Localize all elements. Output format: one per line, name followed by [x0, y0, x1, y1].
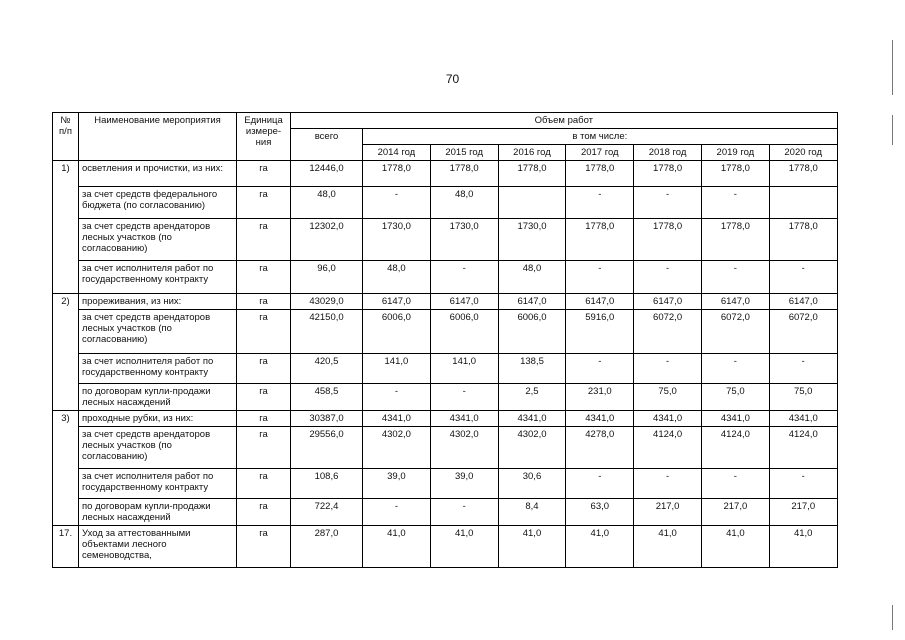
year-value-cell: 1778,0	[430, 161, 498, 187]
year-value-cell: 41,0	[566, 526, 634, 568]
year-value-cell: 1730,0	[498, 219, 566, 261]
year-value-cell: -	[701, 187, 769, 219]
year-value-cell: 1778,0	[498, 161, 566, 187]
year-value-cell	[498, 187, 566, 219]
header-volume: Объем работ	[291, 113, 838, 129]
year-value-cell: 6147,0	[498, 294, 566, 310]
year-value-cell: -	[634, 469, 702, 499]
year-value-cell: -	[769, 469, 837, 499]
year-value-cell: 4341,0	[634, 411, 702, 427]
year-value-cell: 4341,0	[363, 411, 431, 427]
year-value-cell: -	[430, 261, 498, 294]
year-value-cell: 75,0	[701, 384, 769, 411]
unit-cell: га	[237, 261, 291, 294]
year-value-cell: 75,0	[769, 384, 837, 411]
unit-cell: га	[237, 499, 291, 526]
year-value-cell: 75,0	[634, 384, 702, 411]
total-cell: 43029,0	[291, 294, 363, 310]
year-value-cell: 1778,0	[701, 161, 769, 187]
row-number-cell: 2)	[53, 294, 79, 411]
unit-cell: га	[237, 294, 291, 310]
year-value-cell: 141,0	[363, 354, 431, 384]
table-row	[53, 219, 838, 261]
header-name: Наименование мероприятия	[79, 113, 237, 161]
year-value-cell: -	[769, 354, 837, 384]
year-value-cell: -	[566, 469, 634, 499]
year-value-cell	[769, 187, 837, 219]
year-value-cell: 138,5	[498, 354, 566, 384]
header-year: 2017 год	[566, 145, 634, 161]
year-value-cell: 4278,0	[566, 427, 634, 469]
row-number-cell: 3)	[53, 411, 79, 526]
year-value-cell: 6006,0	[430, 310, 498, 354]
table-row	[53, 384, 838, 411]
activity-name-cell: проходные рубки, из них:	[79, 411, 237, 427]
year-value-cell: 1778,0	[769, 219, 837, 261]
year-value-cell: 4124,0	[634, 427, 702, 469]
unit-cell: га	[237, 161, 291, 187]
activity-name-cell: по договорам купли-продажи лесных насаждений	[79, 499, 237, 526]
year-value-cell: 6006,0	[363, 310, 431, 354]
activity-name-cell: за счет средств арендаторов лесных участков (по согласованию)	[79, 427, 237, 469]
year-value-cell: -	[566, 187, 634, 219]
total-cell: 458,5	[291, 384, 363, 411]
unit-cell: га	[237, 219, 291, 261]
activity-name-cell: за счет исполнителя работ по государственному контракту	[79, 354, 237, 384]
year-value-cell: 1730,0	[430, 219, 498, 261]
year-value-cell: 6147,0	[363, 294, 431, 310]
header-year: 2015 год	[430, 145, 498, 161]
year-value-cell: 63,0	[566, 499, 634, 526]
year-value-cell: 6072,0	[634, 310, 702, 354]
table-row	[53, 526, 838, 568]
year-value-cell: 4341,0	[430, 411, 498, 427]
year-value-cell: -	[566, 261, 634, 294]
header-year: 2020 год	[769, 145, 837, 161]
unit-cell: га	[237, 384, 291, 411]
scan-edge-line	[892, 605, 893, 630]
year-value-cell: 41,0	[363, 526, 431, 568]
year-value-cell: 4124,0	[769, 427, 837, 469]
year-value-cell: 4124,0	[701, 427, 769, 469]
year-value-cell: 6147,0	[430, 294, 498, 310]
year-value-cell: 231,0	[566, 384, 634, 411]
year-value-cell: -	[430, 384, 498, 411]
page-number: 70	[445, 72, 460, 86]
year-value-cell: 41,0	[430, 526, 498, 568]
year-value-cell: -	[701, 469, 769, 499]
year-value-cell: 6147,0	[566, 294, 634, 310]
year-value-cell: 41,0	[498, 526, 566, 568]
scan-edge-line	[892, 40, 893, 95]
header-unit: Единица измере-ния	[237, 113, 291, 161]
year-value-cell: 1730,0	[363, 219, 431, 261]
year-value-cell: 6147,0	[634, 294, 702, 310]
year-value-cell: 39,0	[363, 469, 431, 499]
table-row	[53, 411, 838, 427]
total-cell: 12302,0	[291, 219, 363, 261]
year-value-cell: -	[363, 187, 431, 219]
year-value-cell: 4302,0	[363, 427, 431, 469]
year-value-cell: -	[634, 261, 702, 294]
header-including: в том числе:	[363, 129, 838, 145]
year-value-cell: -	[701, 354, 769, 384]
year-value-cell: 5916,0	[566, 310, 634, 354]
table-row	[53, 161, 838, 187]
activity-name-cell: за счет средств федерального бюджета (по согласованию)	[79, 187, 237, 219]
year-value-cell: 4341,0	[566, 411, 634, 427]
year-value-cell: -	[566, 354, 634, 384]
header-year: 2019 год	[701, 145, 769, 161]
year-value-cell: 41,0	[769, 526, 837, 568]
year-value-cell: 6072,0	[769, 310, 837, 354]
works-volume-table	[52, 112, 838, 568]
activity-name-cell: прореживания, из них:	[79, 294, 237, 310]
year-value-cell: 41,0	[701, 526, 769, 568]
year-value-cell: 1778,0	[566, 219, 634, 261]
activity-name-cell: за счет средств арендаторов лесных участков (по согласованию)	[79, 310, 237, 354]
year-value-cell: 1778,0	[363, 161, 431, 187]
row-number-cell: 17.	[53, 526, 79, 568]
year-value-cell: 2,5	[498, 384, 566, 411]
header-year: 2014 год	[363, 145, 431, 161]
year-value-cell: 6147,0	[769, 294, 837, 310]
total-cell: 29556,0	[291, 427, 363, 469]
year-value-cell: 1778,0	[634, 219, 702, 261]
table-row	[53, 261, 838, 294]
year-value-cell: 48,0	[498, 261, 566, 294]
total-cell: 42150,0	[291, 310, 363, 354]
year-value-cell: 1778,0	[566, 161, 634, 187]
table-row	[53, 187, 838, 219]
year-value-cell: 1778,0	[769, 161, 837, 187]
year-value-cell: -	[634, 354, 702, 384]
header-year: 2018 год	[634, 145, 702, 161]
total-cell: 287,0	[291, 526, 363, 568]
activity-name-cell: по договорам купли-продажи лесных насаждений	[79, 384, 237, 411]
unit-cell: га	[237, 526, 291, 568]
total-cell: 30387,0	[291, 411, 363, 427]
year-value-cell: 4341,0	[701, 411, 769, 427]
year-value-cell: 6072,0	[701, 310, 769, 354]
year-value-cell: 4341,0	[769, 411, 837, 427]
year-value-cell: 141,0	[430, 354, 498, 384]
total-cell: 420,5	[291, 354, 363, 384]
year-value-cell: 41,0	[634, 526, 702, 568]
unit-cell: га	[237, 411, 291, 427]
year-value-cell: 1778,0	[701, 219, 769, 261]
year-value-cell: 8,4	[498, 499, 566, 526]
year-value-cell: -	[363, 384, 431, 411]
year-value-cell: 48,0	[363, 261, 431, 294]
year-value-cell: -	[363, 499, 431, 526]
year-value-cell: -	[430, 499, 498, 526]
activity-name-cell: за счет средств арендаторов лесных участков (по согласованию)	[79, 219, 237, 261]
total-cell: 12446,0	[291, 161, 363, 187]
unit-cell: га	[237, 469, 291, 499]
total-cell: 48,0	[291, 187, 363, 219]
table-row	[53, 469, 838, 499]
table-row	[53, 354, 838, 384]
year-value-cell: -	[701, 261, 769, 294]
total-cell: 108,6	[291, 469, 363, 499]
table-row	[53, 499, 838, 526]
year-value-cell: 39,0	[430, 469, 498, 499]
header-year: 2016 год	[498, 145, 566, 161]
year-value-cell: 217,0	[769, 499, 837, 526]
row-number-cell: 1)	[53, 161, 79, 294]
year-value-cell: 4302,0	[430, 427, 498, 469]
unit-cell: га	[237, 310, 291, 354]
activity-name-cell: Уход за аттестованными объектами лесного семеноводства,	[79, 526, 237, 568]
year-value-cell: 6006,0	[498, 310, 566, 354]
activity-name-cell: осветления и прочистки, из них:	[79, 161, 237, 187]
year-value-cell: 4302,0	[498, 427, 566, 469]
table-row	[53, 310, 838, 354]
header-total: всего	[291, 129, 363, 161]
year-value-cell: -	[769, 261, 837, 294]
table-row	[53, 294, 838, 310]
year-value-cell: 217,0	[634, 499, 702, 526]
header-number: № п/п	[53, 113, 79, 161]
unit-cell: га	[237, 427, 291, 469]
total-cell: 96,0	[291, 261, 363, 294]
year-value-cell: -	[634, 187, 702, 219]
year-value-cell: 30,6	[498, 469, 566, 499]
total-cell: 722,4	[291, 499, 363, 526]
year-value-cell: 217,0	[701, 499, 769, 526]
year-value-cell: 6147,0	[701, 294, 769, 310]
scan-edge-line	[892, 115, 893, 145]
table-row	[53, 427, 838, 469]
activity-name-cell: за счет исполнителя работ по государственному контракту	[79, 469, 237, 499]
unit-cell: га	[237, 354, 291, 384]
activity-name-cell: за счет исполнителя работ по государственному контракту	[79, 261, 237, 294]
year-value-cell: 4341,0	[498, 411, 566, 427]
year-value-cell: 1778,0	[634, 161, 702, 187]
year-value-cell: 48,0	[430, 187, 498, 219]
unit-cell: га	[237, 187, 291, 219]
